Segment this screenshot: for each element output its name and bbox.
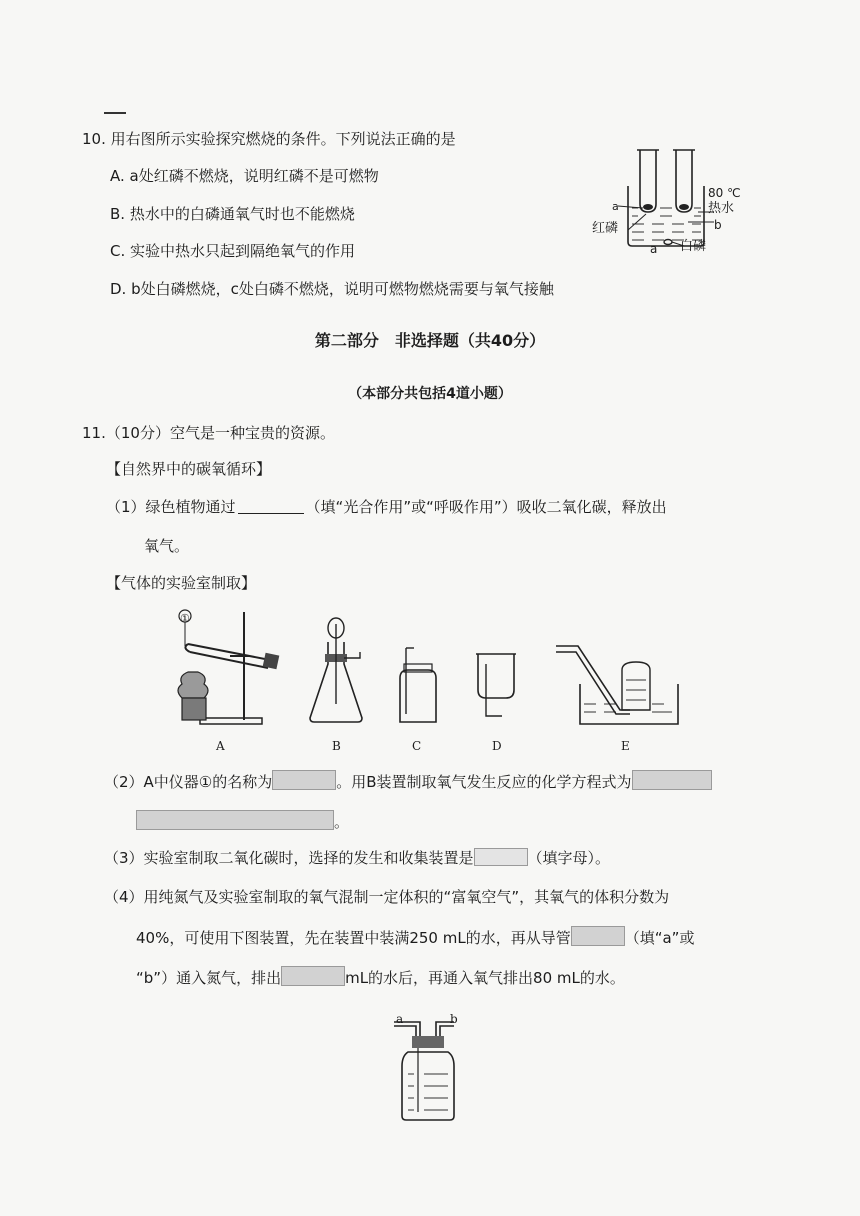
fig-label-b: b xyxy=(714,218,722,232)
apparatus-label-d: D xyxy=(492,739,502,753)
q11-part2-line2 xyxy=(136,810,349,833)
section-carbon-oxygen: 【自然界中的碳氧循环】 xyxy=(106,460,272,478)
fig-label-a-bottom: a xyxy=(650,242,658,256)
apparatus-label-c: C xyxy=(412,739,422,753)
q11-part4-line2-post: （填“a”或 xyxy=(624,929,695,947)
q11-part3-post: （填字母）。 xyxy=(527,849,611,867)
q10-stem: 10. 用右图所示实验探究燃烧的条件。下列说法正确的是 xyxy=(82,130,456,148)
q11-part1-post: （填“光合作用”或“呼吸作用”）吸收二氧化碳，释放出 xyxy=(305,498,667,516)
answer-box-instrument[interactable] xyxy=(272,770,336,790)
fig-label-a-top: a xyxy=(612,200,619,213)
answer-box-equation-part2[interactable] xyxy=(136,810,334,830)
q10-option-a: A. a处红磷不燃烧，说明红磷不是可燃物 xyxy=(110,167,379,185)
q11-part4-line1: （4）用纯氮气及实验室制取的氧气混制一定体积的“富氧空气”，其氧气的体积分数为 xyxy=(104,888,670,906)
page-mark xyxy=(104,112,126,114)
q11-part1-line2: 氧气。 xyxy=(144,537,190,555)
fig-label-temp: 80 ℃ xyxy=(708,186,741,200)
fig-label-white-p: 白磷 xyxy=(680,239,707,254)
q11-part1-line1 xyxy=(106,496,667,518)
q11-part2-end: 。 xyxy=(334,813,350,831)
answer-box-tube[interactable] xyxy=(571,926,625,946)
part2-subtitle: （本部分共包括4道小题） xyxy=(348,386,512,402)
q11-stem: 11.（10分）空气是一种宝贵的资源。 xyxy=(82,424,335,442)
answer-box-volume[interactable] xyxy=(281,966,345,986)
apparatus-circle-label: ① xyxy=(180,612,190,625)
apparatus-label-a: A xyxy=(216,739,225,753)
q10-option-b: B. 热水中的白磷通氧气时也不能燃烧 xyxy=(110,205,355,223)
q10-option-d: D. b处白磷燃烧，c处白磷不燃烧，说明可燃物燃烧需要与氧气接触 xyxy=(110,280,554,298)
q11-part3 xyxy=(104,847,610,869)
q10-option-c: C. 实验中热水只起到隔绝氧气的作用 xyxy=(110,242,356,260)
bottle-label-a: a xyxy=(396,1012,404,1026)
apparatus-figure xyxy=(160,606,700,736)
q11-part2-a: （2）A中仪器①的名称为 xyxy=(104,773,273,791)
part2-title: 第二部分 非选择题（共40分） xyxy=(314,331,546,350)
section-lab-gas: 【气体的实验室制取】 xyxy=(106,574,257,592)
q11-part3-pre: （3）实验室制取二氧化碳时，选择的发生和收集装置是 xyxy=(104,849,474,867)
answer-box-apparatus[interactable] xyxy=(474,848,528,866)
q11-part4-line2 xyxy=(136,926,694,949)
q11-part1-pre: （1）绿色植物通过 xyxy=(106,498,236,516)
q11-part2-b: 。用B装置制取氧气发生反应的化学方程式为 xyxy=(336,773,632,791)
q11-part4-line3-pre: “b”）通入氮气，排出 xyxy=(136,969,282,987)
q11-part4-line3 xyxy=(136,966,625,989)
answer-box-equation-part1[interactable] xyxy=(632,770,712,790)
answer-blank-1[interactable] xyxy=(238,499,304,514)
fig-label-water: 热水 xyxy=(708,201,735,216)
q11-part4-line3-post: mL的水后，再通入氧气排出80 mL的水。 xyxy=(345,969,625,987)
q11-part4-line2-pre: 40%，可使用下图装置，先在装置中装满250 mL的水，再从导管 xyxy=(136,929,571,947)
apparatus-label-b: B xyxy=(332,739,341,753)
fig-label-red-p: 红磷 xyxy=(592,221,619,236)
apparatus-label-e: E xyxy=(621,739,630,753)
bottle-label-b: b xyxy=(450,1012,458,1026)
q11-part2-line1 xyxy=(104,770,712,793)
